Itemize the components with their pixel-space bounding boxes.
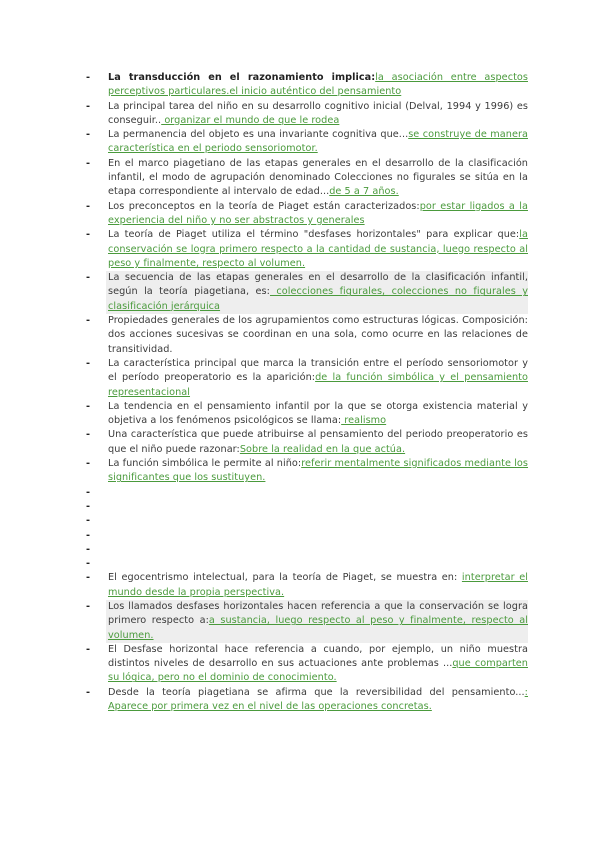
empty-line: [108, 543, 528, 557]
list-item: [86, 428, 528, 457]
list-item: [86, 357, 528, 400]
bullet-marker: -: [86, 157, 91, 169]
list-item: [86, 228, 528, 271]
list-item: [86, 486, 528, 500]
bullet-marker: -: [86, 315, 91, 327]
list-item: [86, 314, 528, 357]
question-text: La principal tarea del niño en su desarrollo cognitivo inicial (Delval, 1994 y 1996) es conseguir..: [108, 100, 528, 126]
question-text: La permanencia del objeto es una invariante cognitiva que...: [108, 129, 409, 141]
bullet-marker: -: [86, 229, 91, 241]
question-text: La teoría de Piaget utiliza el término "desfases horizontales" para explicar que:: [108, 229, 520, 241]
answer-text: por estar ligados a la experiencia del niño y no ser abstractos y generales: [108, 200, 528, 226]
list-item: [86, 457, 528, 486]
bullet-marker: -: [86, 486, 91, 498]
answer-text: se construye de manera característica en el periodo sensoriomotor.: [108, 129, 528, 155]
empty-line: [108, 514, 528, 528]
bullet-marker: -: [86, 100, 91, 112]
bullet-marker: -: [86, 600, 91, 612]
question-text: La transducción en el razonamiento implica:: [108, 72, 376, 83]
list-item: [86, 557, 528, 571]
question-text: La secuencia de las etapas generales en el desarrollo de la clasificación infantil, según la teoría piagetiana, es:: [108, 272, 528, 298]
list-item: [86, 128, 528, 157]
bullet-marker: -: [86, 515, 91, 527]
list-item: [86, 514, 528, 528]
answer-text: referir mentalmente significados mediante los significantes que los sustituyen.: [108, 458, 529, 484]
list-item: [86, 600, 529, 643]
answer-text: : Aparece por primera vez en el nivel de las operaciones concretas.: [108, 686, 528, 713]
answer-text: la asociación entre aspectos perceptivos particulares.el inicio auténtico del pensamiento: [108, 72, 528, 98]
question-text: La función simbólica le permite al niño:: [108, 458, 302, 470]
answer-text: a sustancia, luego respecto al peso y finalmente, respecto al volumen.: [108, 615, 529, 641]
bullet-marker: -: [86, 686, 91, 698]
empty-line: [108, 529, 528, 543]
list-item: [86, 571, 528, 600]
empty-line: [108, 500, 528, 514]
bullet-marker: -: [86, 72, 91, 83]
bullet-marker: -: [86, 400, 91, 412]
list-item: [86, 100, 528, 129]
list-item: [86, 686, 528, 715]
list-item: [86, 400, 528, 429]
bullet-marker: -: [86, 643, 91, 655]
answer-text: de 5 a 7 años.: [329, 186, 399, 198]
answer-text: realismo: [341, 415, 387, 427]
answer-text: colecciones figurales, colecciones no figurales y clasificación jerárquica: [108, 286, 528, 312]
bullet-marker: -: [86, 129, 91, 141]
answer-text: Sobre la realidad en la que actúa.: [239, 443, 406, 455]
bullet-marker: -: [86, 500, 91, 512]
question-list: [86, 71, 528, 714]
bullet-marker: -: [86, 357, 91, 369]
bullet-marker: -: [86, 200, 91, 212]
bullet-marker: -: [86, 558, 91, 570]
answer-text: la conservación se logra primero respecto a la cantidad de sustancia, luego respecto al peso y finalmente, respecto al volumen.: [108, 229, 528, 269]
list-item: [86, 500, 528, 514]
bullet-marker: -: [86, 543, 91, 555]
list-item: [86, 200, 528, 229]
answer-text: interpretar el mundo desde la propia perspectiva.: [108, 572, 528, 598]
list-item: [86, 529, 528, 543]
question-text: La tendencia en el pensamiento infantil por la que se otorga existencia material y objetiva a los fenómenos psicológicos se llama:: [108, 400, 528, 427]
question-text: Propiedades generales de los agrupamientos como estructuras lógicas. Composición: dos acciones sucesivas se coordinan en una sola, como ocurre en las relaciones de transitividad.: [108, 315, 528, 355]
list-item: [86, 271, 528, 314]
question-text: Los llamados desfases horizontales hacen referencia a que la conservación se logra primero respecto a:: [108, 600, 528, 627]
question-text: Los preconceptos en la teoría de Piaget están caracterizados:: [108, 200, 420, 212]
answer-text: de la función simbólica y el pensamiento representacional: [108, 372, 528, 398]
question-text: Desde la teoría piagetiana se afirma que la reversibilidad del pensamiento...: [108, 686, 525, 698]
bullet-marker: -: [86, 272, 91, 284]
question-text: Una característica que puede atribuirse al pensamiento del periodo preoperatorio es que el niño puede razonar:: [108, 429, 528, 455]
list-item: [86, 543, 528, 557]
empty-line: [108, 486, 528, 500]
question-text: El Desfase horizontal hace referencia a cuando, por ejemplo, un niño muestra distintos niveles de desarrollo en sus actuaciones ante problemas ...: [108, 643, 528, 670]
question-text: El egocentrismo intelectual, para la teoría de Piaget, se muestra en:: [108, 572, 462, 584]
answer-text: organizar el mundo de que le rodea: [161, 114, 340, 126]
bullet-marker: -: [86, 458, 91, 470]
empty-line: [108, 557, 528, 571]
answer-text: que comparten su lógica, pero no el dominio de conocimiento.: [108, 658, 528, 684]
question-text: La característica principal que marca la transición entre el período sensoriomotor y el período preoperatorio es la aparición:: [108, 357, 528, 384]
list-item: [86, 157, 528, 200]
bullet-marker: -: [86, 572, 91, 584]
bullet-marker: -: [86, 429, 91, 441]
list-item: [86, 643, 528, 686]
question-text: En el marco piagetiano de las etapas generales en el desarrollo de la clasificación infantil, el modo de agrupación denominado Colecciones no figurales se sitúa en la etapa correspondiente al intervalo de edad...: [108, 157, 528, 198]
bullet-marker: -: [86, 529, 91, 541]
list-item: [86, 71, 528, 100]
